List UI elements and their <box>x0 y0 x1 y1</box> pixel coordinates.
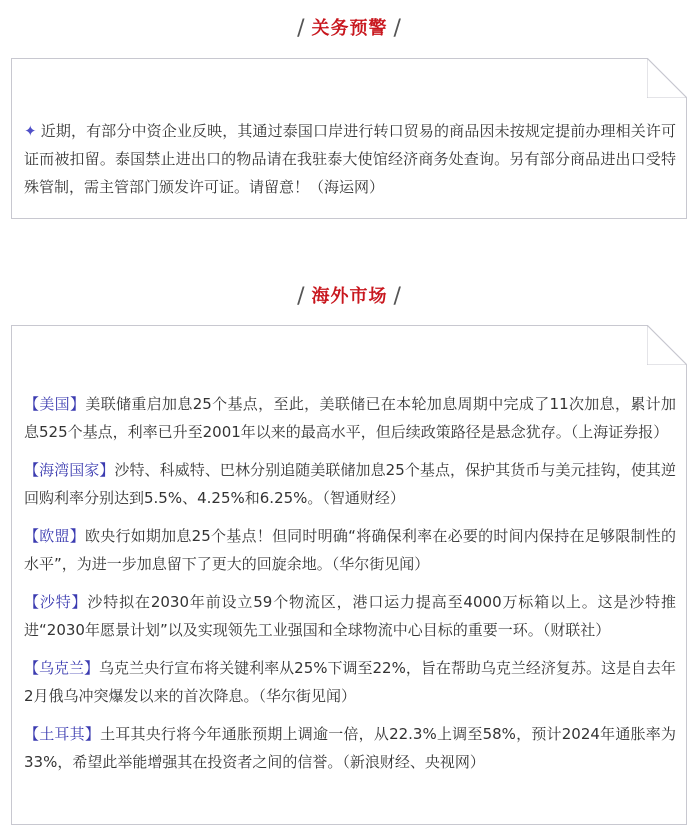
news-text: 乌克兰央行宣布将关键利率从25%下调至22%，旨在帮助乌克兰经济复苏。这是自去年2月俄乌冲突爆发以来的首次降息。（华尔街见闻） <box>24 659 676 705</box>
overseas-market-card <box>11 325 687 825</box>
slash-decoration-right: / <box>393 16 402 41</box>
folded-corner-icon <box>647 325 687 365</box>
customs-alert-text: 近期，有部分中资企业反映，其通过泰国口岸进行转口贸易的商品因未按规定提前办理相关许可证而被扣留。泰国禁止进出口的物品请在我驻泰大使馆经济商务处查询。另有部分商品进出口受特殊管制，需主管部门颁发许可证。请留意！（海运网） <box>24 122 676 196</box>
news-item-eu <box>24 522 676 578</box>
customs-alert-card <box>11 58 687 219</box>
folded-corner-icon <box>647 58 687 98</box>
news-text: 沙特拟在2030年前设立59个物流区，港口运力提高至4000万标箱以上。这是沙特推进“2030年愿景计划”以及实现领先工业强国和全球物流中心目标的重要一环。（财联社） <box>24 593 676 639</box>
news-tag: 【沙特】 <box>24 593 88 611</box>
section-title-customs-alert <box>0 14 699 40</box>
news-text: 沙特、科威特、巴林分别追随美联储加息25个基点，保护其货币与美元挂钩，使其逆回购利率分别达到5.5%、4.25%和6.25%。（智通财经） <box>24 461 676 507</box>
news-tag: 【海湾国家】 <box>24 461 115 479</box>
news-text: 美联储重启加息25个基点，至此，美联储已在本轮加息周期中完成了11次加息，累计加息525个基点，利率已升至2001年以来的最高水平，但后续政策路径是悬念犹存。（上海证券报） <box>24 395 676 441</box>
news-item-usa <box>24 390 676 446</box>
section-title-overseas-market <box>0 282 699 308</box>
news-item-saudi <box>24 588 676 644</box>
news-item-gulf <box>24 456 676 512</box>
section-title-text: 海外市场 <box>311 286 388 307</box>
news-item-turkey <box>24 720 676 776</box>
news-tag: 【美国】 <box>24 395 86 413</box>
news-tag: 【欧盟】 <box>24 527 85 545</box>
star-icon: ✦ <box>24 122 37 140</box>
news-text: 土耳其央行将今年通胀预期上调逾一倍，从22.3%上调至58%，预计2024年通胀率为33%，希望此举能增强其在投资者之间的信誉。（新浪财经、央视网） <box>24 725 676 771</box>
news-tag: 【乌克兰】 <box>24 659 100 677</box>
customs-alert-paragraph <box>24 117 676 201</box>
news-item-ukraine <box>24 654 676 710</box>
section-title-text: 关务预警 <box>311 18 388 39</box>
news-tag: 【土耳其】 <box>24 725 101 743</box>
slash-decoration-left: / <box>297 16 306 41</box>
slash-decoration-right: / <box>393 284 402 309</box>
news-text: 欧央行如期加息25个基点！但同时明确“将确保利率在必要的时间内保持在足够限制性的水平”，为进一步加息留下了更大的回旋余地。（华尔街见闻） <box>24 527 676 573</box>
slash-decoration-left: / <box>297 284 306 309</box>
